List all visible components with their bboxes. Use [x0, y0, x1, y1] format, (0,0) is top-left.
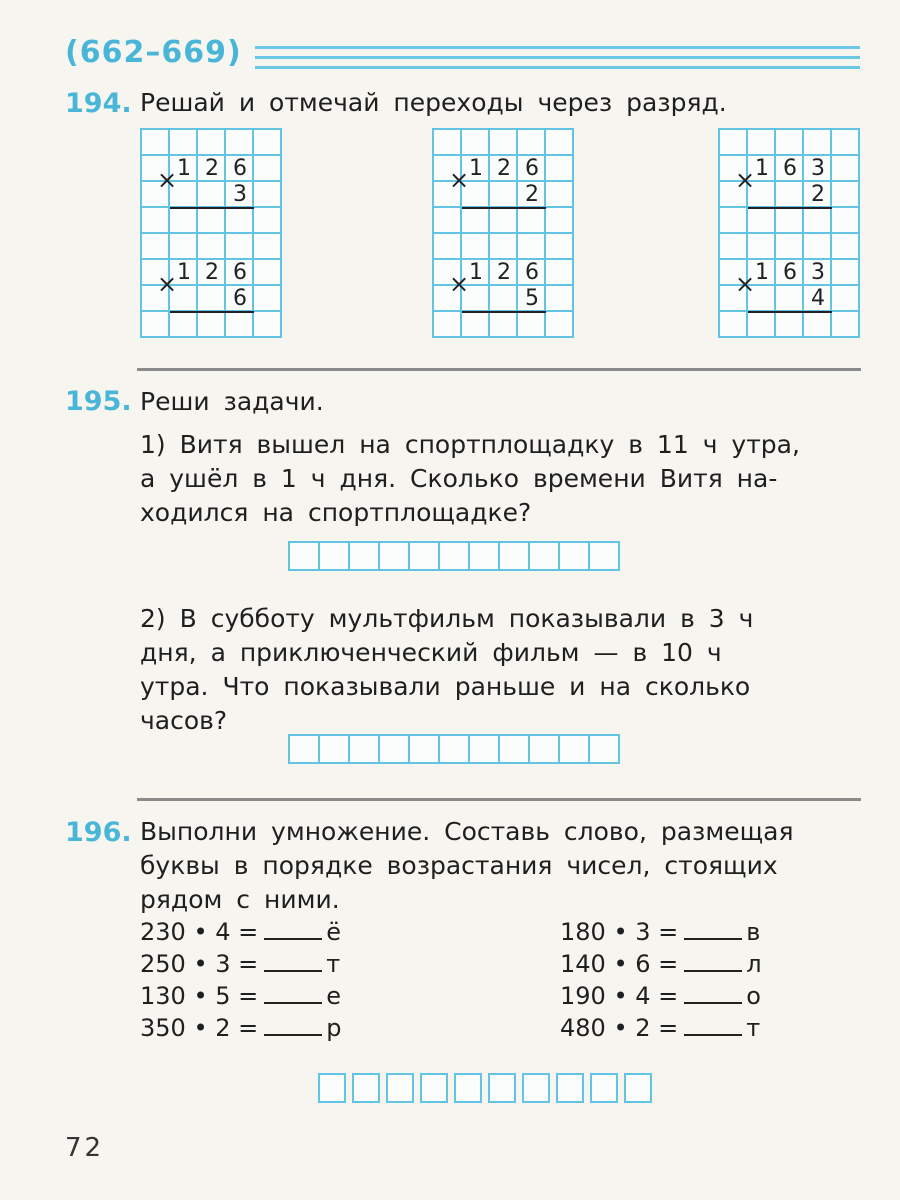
task-195-problem-2	[140, 602, 753, 738]
multiply-sign: ×	[156, 166, 178, 194]
equation-row	[140, 916, 341, 948]
multiply-sign: ×	[448, 166, 470, 194]
equations-right	[560, 916, 762, 1044]
multiply-sign: ×	[156, 270, 178, 298]
problem-2-line-2: дня, а приключенческий фильм — в 10 ч	[140, 638, 722, 667]
multiplier-digit: 6	[233, 286, 247, 311]
task-196-line-2: буквы в порядке возрастания чисел, стоящих	[140, 851, 778, 880]
equation-expr: 180 • 3 =	[560, 918, 679, 946]
header-rule-top	[255, 46, 860, 49]
equation-letter: л	[746, 950, 762, 978]
multiplicand-digit: 1	[177, 156, 191, 181]
task-195-text: Реши задачи.	[140, 387, 324, 416]
problem-1-line-1: 1) Витя вышел на спортплощадку в 11 ч утра,	[140, 430, 800, 459]
multiply-sign: ×	[734, 166, 756, 194]
task-196-line-3: рядом с ними.	[140, 885, 340, 914]
answer-blank[interactable]	[684, 950, 742, 972]
result-line	[748, 311, 832, 313]
multiplicand-digit: 6	[525, 156, 539, 181]
equation-letter: т	[326, 950, 341, 978]
equation-letter: в	[746, 918, 761, 946]
equation-row	[560, 948, 762, 980]
equation-letter: ё	[326, 918, 341, 946]
multiplicand-digit: 1	[469, 260, 483, 285]
equation-expr: 350 • 2 =	[140, 1014, 259, 1042]
section-range-title: (662–669)	[65, 35, 242, 70]
multiplicand-digit: 2	[497, 156, 511, 181]
equation-letter: е	[326, 982, 341, 1010]
equation-expr: 250 • 3 =	[140, 950, 259, 978]
answer-blank[interactable]	[684, 1014, 742, 1036]
multiplicand-digit: 6	[783, 260, 797, 285]
equation-letter: о	[746, 982, 761, 1010]
equation-row	[140, 1012, 341, 1044]
multiplicand-digit: 1	[755, 260, 769, 285]
multiplication-grid[interactable]	[432, 128, 574, 338]
task-196-number: 196.	[65, 817, 132, 848]
multiplicand-digit: 2	[205, 156, 219, 181]
multiplier-digit: 4	[811, 286, 825, 311]
answer-blank[interactable]	[264, 918, 322, 940]
answer-boxes-problem-1[interactable]	[288, 541, 618, 571]
equation-row	[140, 980, 341, 1012]
multiplicand-digit: 1	[755, 156, 769, 181]
answer-blank[interactable]	[684, 918, 742, 940]
answer-blank[interactable]	[264, 982, 322, 1004]
multiplication-grid[interactable]	[140, 128, 282, 338]
answer-blank[interactable]	[264, 1014, 322, 1036]
equation-row	[560, 1012, 762, 1044]
equation-letter: т	[746, 1014, 761, 1042]
answer-blank[interactable]	[264, 950, 322, 972]
equation-expr: 140 • 6 =	[560, 950, 679, 978]
multiplicand-digit: 3	[811, 156, 825, 181]
problem-2-line-3: утра. Что показывали раньше и на сколько	[140, 672, 751, 701]
multiplicand-digit: 1	[469, 156, 483, 181]
multiplicand-digit: 2	[497, 260, 511, 285]
result-line	[748, 207, 832, 209]
equation-expr: 230 • 4 =	[140, 918, 259, 946]
equations-left	[140, 916, 341, 1044]
equation-expr: 130 • 5 =	[140, 982, 259, 1010]
task-194-text: Решай и отмечай переходы через разряд.	[140, 88, 727, 117]
result-line	[170, 207, 254, 209]
equation-row	[140, 948, 341, 980]
header-rule-bottom	[255, 66, 860, 69]
divider-195-196	[137, 798, 861, 801]
multiplier-digit: 2	[811, 182, 825, 207]
task-194-number: 194.	[65, 88, 132, 119]
problem-2-line-1: 2) В субботу мультфильм показывали в 3 ч	[140, 604, 754, 633]
multiplier-digit: 3	[233, 182, 247, 207]
multiplicand-digit: 6	[233, 260, 247, 285]
multiplier-digit: 2	[525, 182, 539, 207]
equation-row	[560, 916, 762, 948]
page-number: 72	[65, 1133, 105, 1163]
multiply-sign: ×	[734, 270, 756, 298]
multiplier-digit: 5	[525, 286, 539, 311]
problem-1-line-2: а ушёл в 1 ч дня. Сколько времени Витя на-	[140, 464, 778, 493]
divider-194-195	[137, 368, 861, 371]
problem-1-line-3: ходился на спортплощадке?	[140, 498, 532, 527]
equation-letter: р	[326, 1014, 342, 1042]
equation-row	[560, 980, 762, 1012]
multiplicand-digit: 6	[525, 260, 539, 285]
task-195-problem-1	[140, 428, 800, 530]
header-rule-middle	[255, 56, 860, 59]
equation-expr: 480 • 2 =	[560, 1014, 679, 1042]
answer-boxes-problem-2[interactable]	[288, 734, 618, 764]
multiplicand-digit: 1	[177, 260, 191, 285]
multiplicand-digit: 3	[811, 260, 825, 285]
word-answer-boxes[interactable]	[318, 1073, 658, 1103]
multiplicand-digit: 6	[233, 156, 247, 181]
multiplicand-digit: 6	[783, 156, 797, 181]
task-196-line-1: Выполни умножение. Составь слово, размещая	[140, 817, 794, 846]
multiplication-grid[interactable]	[718, 128, 860, 338]
result-line	[462, 207, 546, 209]
result-line	[462, 311, 546, 313]
multiplicand-digit: 2	[205, 260, 219, 285]
answer-blank[interactable]	[684, 982, 742, 1004]
problem-2-line-4: часов?	[140, 706, 228, 735]
result-line	[170, 311, 254, 313]
task-196-instructions	[140, 815, 793, 917]
multiply-sign: ×	[448, 270, 470, 298]
task-195-number: 195.	[65, 386, 132, 417]
equation-expr: 190 • 4 =	[560, 982, 679, 1010]
